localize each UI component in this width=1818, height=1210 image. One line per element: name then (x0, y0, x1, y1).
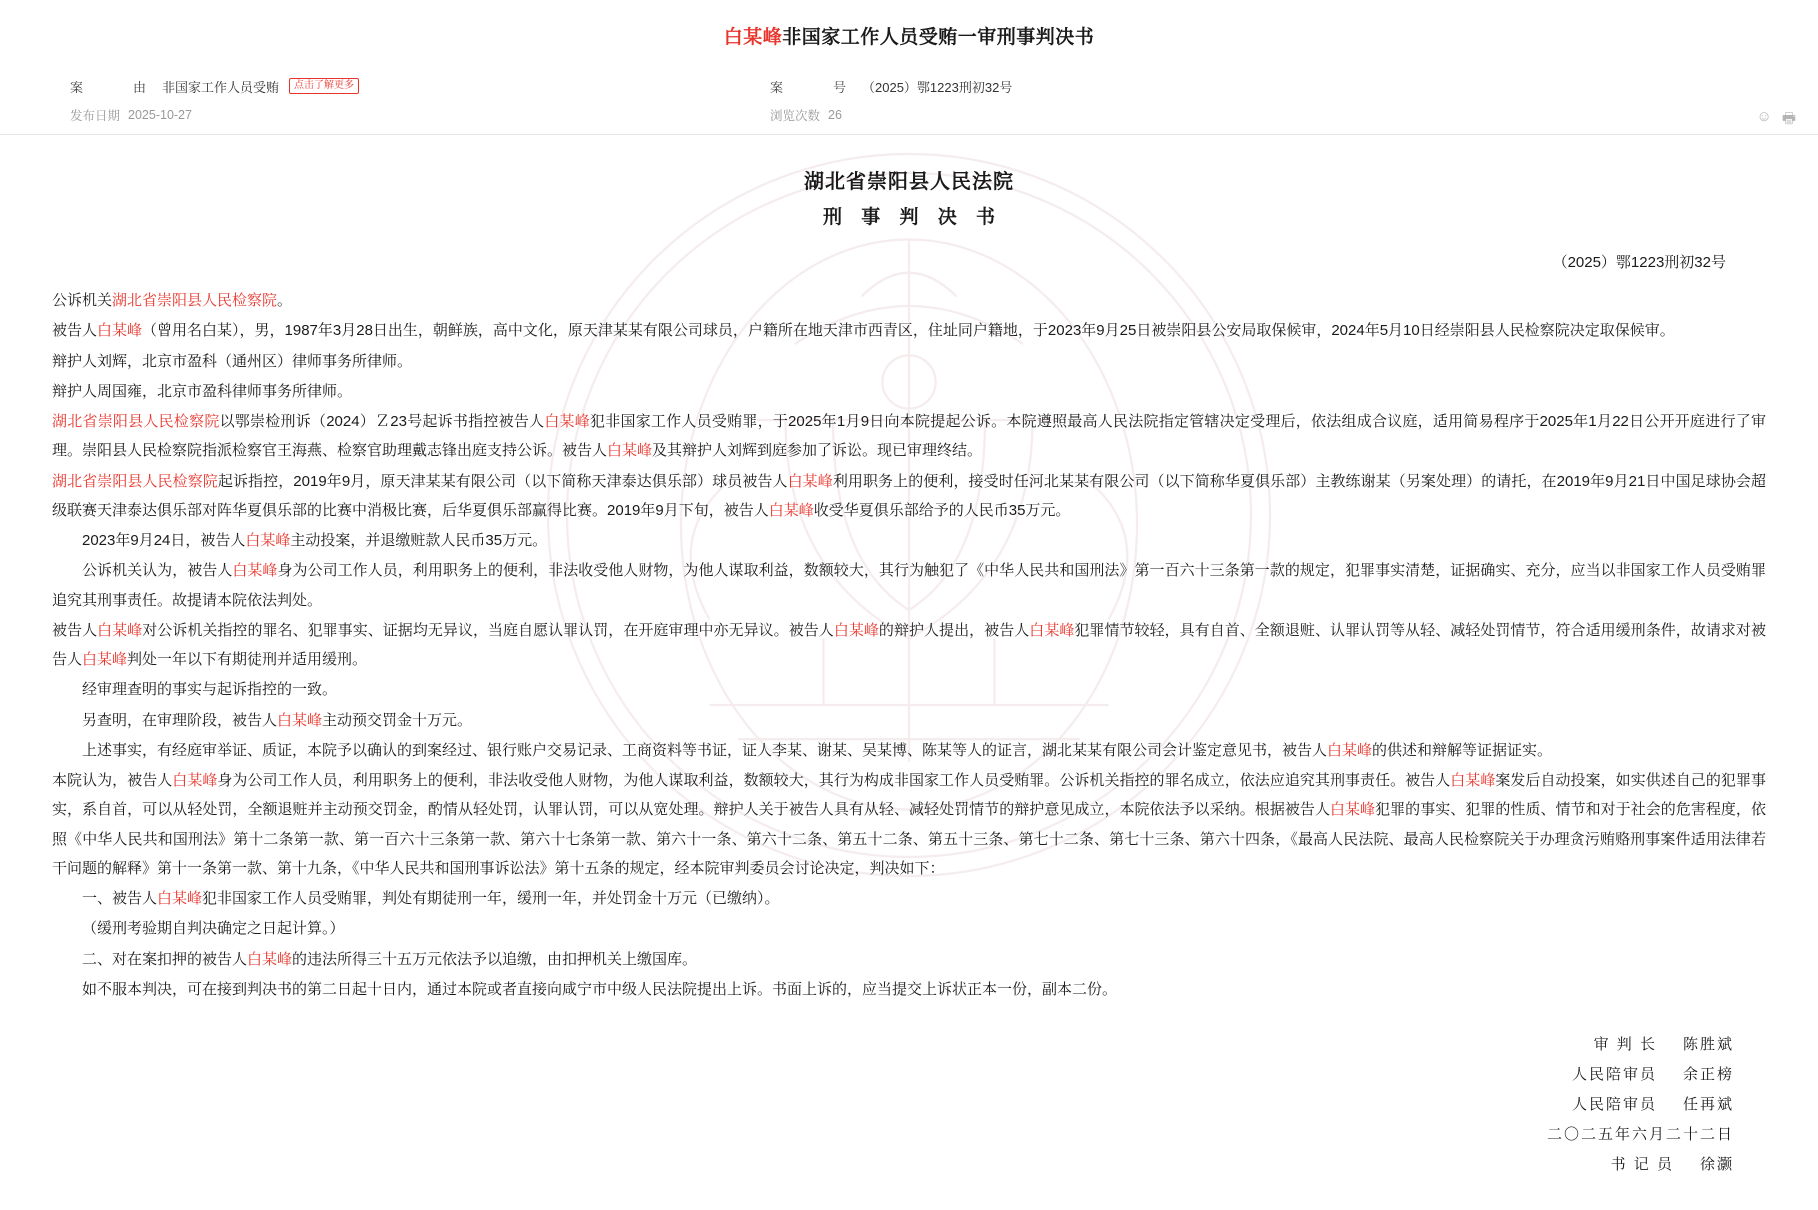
learn-more-button[interactable]: 点击了解更多 (289, 78, 359, 94)
party-name-highlight[interactable]: 白某峰 (157, 890, 203, 907)
party-name-highlight[interactable]: 白某峰 (607, 442, 653, 460)
paragraph-text: 公诉机关 (52, 292, 113, 309)
page-title-highlight: 白某峰 (723, 27, 783, 48)
paragraph-text: 辩护人刘辉，北京市盈科（通州区）律师事务所律师。 (52, 352, 413, 370)
judgment-paragraph (52, 914, 1766, 943)
signature-role: 书 记 员 (1610, 1156, 1674, 1173)
paragraph-text: 2023年9月24日，被告人 (82, 532, 246, 549)
signature-role: 人民陪审员 (1571, 1066, 1657, 1083)
party-name-highlight[interactable]: 湖北省崇阳县人民检察院 (52, 472, 218, 490)
entity-link[interactable]: 湖北省崇阳县人民检察院 (112, 292, 278, 309)
views-group (770, 106, 842, 124)
judgment-paragraph (52, 945, 1766, 974)
judgment-body (0, 286, 1818, 1004)
publish-date-value: 2025-10-27 (128, 108, 192, 122)
paragraph-text: 案发后自动投案，如实供述自己的犯罪事实，系自首，可以从轻处罚，全额退赃并主动预交罚金，酌情从轻处罚，认罪认罚，可以从宽处理。辩护人关于被告人具有从轻、减轻处罚情节的辩护意见成立，本院依法予以采纳。根据被告人 (52, 772, 1766, 819)
paragraph-text: 被告人 (52, 621, 98, 639)
paragraph-text: 一、被告人 (82, 890, 158, 907)
paragraph-text: 犯非国家工作人员受贿罪，判处有期徒刑一年，缓刑一年，并处罚金十万元（已缴纳）。 (202, 890, 780, 907)
signature-name: 陈胜斌 (1682, 1036, 1734, 1053)
judgment-paragraph (52, 377, 1766, 406)
judgment-paragraph (52, 884, 1766, 913)
paragraph-text: 犯罪的事实、犯罪的性质、情节和对于社会的危害程度，依照《中华人民共和国刑法》第十二条第一款、第一百六十三条第一款、第六十七条第一款、第六十一条、第六十二条、第五十二条、第五十三条、第七十二条、第七十三条、第六十四条，《最高人民法院、最高人民检察院关于办理贪污贿赂刑事案件适用法律若干问题的解释》第十一条第一款、第十九条，《中华人民共和国刑事诉讼法》第十五条的规定，经本院审判委员会讨论决定，判决如下： (52, 801, 1766, 877)
paragraph-text: 利用职务上的便利，接受时任河北某某有限公司（以下简称华夏俱乐部）主教练谢某（另案处理）的请托，在2019年9月21日中国足球协会超级联赛天津泰达俱乐部对阵华夏俱乐部的比赛中消极比赛，后华夏俱乐部赢得比赛。2019年9月下旬，被告人 (52, 472, 1766, 519)
paragraph-text: 收受华夏俱乐部给予的人民币35万元。 (813, 501, 1071, 519)
meta-block (0, 63, 1818, 135)
party-name-highlight[interactable]: 白某峰 (245, 532, 291, 549)
judgment-paragraph (52, 286, 1766, 315)
paragraph-text: 以鄂崇检刑诉（2024）Ｚ23号起诉书指控被告人 (219, 413, 545, 430)
judgment-paragraph (52, 316, 1766, 345)
judgment-paragraph (52, 766, 1766, 883)
case-number-value: （2025）鄂1223刑初32号 (862, 80, 1013, 95)
case-reason-label: 案 由 (70, 80, 155, 95)
case-reason-value: 非国家工作人员受贿 (162, 80, 280, 95)
page-title-rest: 非国家工作人员受贿一审刑事判决书 (782, 27, 1095, 48)
party-name-highlight[interactable]: 白某峰 (1029, 621, 1075, 639)
paragraph-text: 起诉指控，2019年9月，原天津某某有限公司（以下简称天津泰达俱乐部）球员被告人 (217, 472, 788, 490)
paragraph-text: 经审理查明的事实与起诉指控的一致。 (82, 681, 338, 699)
party-name-highlight[interactable]: 白某峰 (232, 562, 278, 580)
paragraph-text: 本院认为，被告人 (52, 772, 173, 789)
judgment-paragraph (52, 706, 1766, 735)
party-name-highlight[interactable]: 白某峰 (768, 501, 814, 519)
party-name-highlight[interactable]: 白某峰 (787, 472, 833, 490)
paragraph-text: 辩护人周国雍，北京市盈科律师事务所律师。 (52, 382, 353, 400)
signature-role: 人民陪审员 (1571, 1096, 1657, 1113)
paragraph-text: 身为公司工作人员，利用职务上的便利，非法收受他人财物，为他人谋取利益，数额较大，其行为触犯了《中华人民共和国刑法》第一百六十三条第一款的规定，犯罪事实清楚，证据确实、充分，应当以非国家工作人员受贿罪追究其刑事责任。故提请本院依法判处。 (52, 562, 1766, 609)
paragraph-text: （缓刑考验期自判决确定之日起计算。） (82, 920, 345, 938)
signature-line (0, 1090, 1734, 1120)
party-name-highlight[interactable]: 白某峰 (172, 772, 218, 789)
party-name-highlight[interactable]: 白某峰 (247, 950, 293, 968)
paragraph-text: 公诉机关认为，被告人 (82, 562, 233, 580)
judgment-paragraph (52, 556, 1766, 615)
judgment-paragraph (52, 467, 1766, 526)
paragraph-text: 的违法所得三十五万元依法予以追缴，由扣押机关上缴国库。 (292, 950, 698, 968)
case-number-group (770, 77, 1012, 96)
party-name-highlight[interactable]: 湖北省崇阳县人民检察院 (52, 413, 220, 430)
case-number-label: 案 号 (770, 80, 855, 95)
signature-line (0, 1150, 1734, 1180)
document-type: 刑 事 判 决 书 (822, 207, 1003, 228)
views-label: 浏览次数 (770, 109, 821, 123)
paragraph-text: 及其辩护人刘辉到庭参加了诉讼。现已审理终结。 (652, 442, 983, 460)
paragraph-text: 对公诉机关指控的罪名、犯罪事实、证据均无异议，当庭自愿认罪认罚，在开庭审理中亦无异议。被告人 (142, 621, 834, 639)
judgment-paragraph (52, 616, 1766, 675)
signature-line (0, 1060, 1734, 1090)
signature-line (0, 1030, 1734, 1060)
action-icons (1757, 108, 1797, 133)
paragraph-text: 的辩护人提出，被告人 (878, 621, 1030, 639)
paragraph-text: 身为公司工作人员，利用职务上的便利，非法收受他人财物，为他人谋取利益，数额较大，其行为构成非国家工作人员受贿罪。公诉机关指控的罪名成立，依法应追究其刑事责任。被告人 (217, 772, 1451, 789)
publish-date-label: 发布日期 (70, 109, 121, 123)
paragraph-text: 犯罪情节较轻，具有自首、全额退赃、认罪认罚等从轻、减轻处罚情节，符合适用缓刑条件，故请求对被告人 (52, 621, 1766, 668)
paragraph-text: 判处一年以下有期徒刑并适用缓刑。 (127, 651, 368, 668)
court-name: 湖北省崇阳县人民法院 (804, 171, 1014, 193)
paragraph-text: 。 (277, 292, 293, 309)
paragraph-text: 主动预交罚金十万元。 (322, 711, 473, 729)
paragraph-text: 上述事实，有经庭审举证、质证，本院予以确认的到案经过、银行账户交易记录、工商资料等书证，证人李某、谢某、吴某博、陈某等人的证言，湖北某某有限公司会计鉴定意见书，被告人 (82, 741, 1328, 759)
paragraph-text: （曾用名白某），男，1987年3月28日出生，朝鲜族，高中文化，原天津某某有限公司球员，户籍所在地天津市西青区，住址同户籍地，于2023年9月25日被崇阳县公安局取保候审，2024年5月10日经崇阳县人民检察院决定取保候审。 (142, 322, 1675, 340)
meta-row-secondary (0, 106, 1818, 124)
page-title (0, 0, 1818, 63)
paragraph-text: 二、对在案扣押的被告人 (82, 950, 248, 968)
signature-block (0, 1030, 1734, 1180)
paragraph-text: 被告人 (52, 322, 98, 340)
paragraph-text: 如不服本判决，可在接到判决书的第二日起十日内，通过本院或者直接向咸宁市中级人民法院提出上诉。书面上诉的，应当提交上诉状正本一份，副本二份。 (82, 980, 1118, 998)
print-icon[interactable]: 🖶 (1781, 110, 1796, 127)
meta-row-primary (0, 77, 1818, 96)
paragraph-text: 另查明，在审理阶段，被告人 (82, 711, 278, 729)
like-icon[interactable]: ☺ (1756, 108, 1772, 125)
party-name-highlight[interactable]: 白某峰 (277, 711, 323, 729)
signature-name: 余正榜 (1682, 1066, 1734, 1083)
judgment-paragraph (52, 526, 1766, 555)
paragraph-text: 主动投案，并退缴赃款人民币35万元。 (290, 532, 548, 549)
signature-name: 任再斌 (1682, 1096, 1734, 1113)
party-name-highlight[interactable]: 白某峰 (1327, 741, 1373, 759)
signature-role: 审 判 长 (1593, 1036, 1657, 1053)
case-reason-group (70, 77, 770, 96)
divider (0, 134, 1818, 135)
signature-name: 徐灏 (1699, 1156, 1734, 1173)
party-name-highlight[interactable]: 白某峰 (97, 621, 143, 639)
judgment-paragraph (52, 347, 1766, 376)
case-number-heading: （2025）鄂1223刑初32号 (1552, 254, 1726, 271)
paragraph-text: 的供述和辩解等证据证实。 (1372, 741, 1553, 759)
party-name-highlight[interactable]: 白某峰 (97, 322, 143, 340)
judgment-paragraph (52, 736, 1766, 765)
signature-line (0, 1120, 1734, 1150)
party-name-highlight[interactable]: 白某峰 (833, 621, 879, 639)
party-name-highlight[interactable]: 白某峰 (544, 413, 591, 430)
party-name-highlight[interactable]: 白某峰 (1329, 801, 1376, 819)
judgment-date: 二〇二五年六月二十二日 (1546, 1126, 1734, 1143)
publish-date-group (70, 106, 770, 124)
views-value: 26 (828, 108, 842, 122)
paragraph-text: 犯非国家工作人员受贿罪，于2025年1月9日向本院提起公诉。本院遵照最高人民法院指定管辖决定受理后，依法组成合议庭，适用简易程序于2025年1月22日公开开庭进行了审理。崇阳县人民检察院指派检察官王海燕、检察官助理戴志锋出庭支持公诉。被告人 (52, 413, 1766, 460)
party-name-highlight[interactable]: 白某峰 (1450, 772, 1496, 789)
party-name-highlight[interactable]: 白某峰 (82, 651, 128, 668)
judgment-paragraph (52, 975, 1766, 1004)
judgment-paragraph (52, 675, 1766, 704)
judgment-paragraph (52, 407, 1766, 466)
